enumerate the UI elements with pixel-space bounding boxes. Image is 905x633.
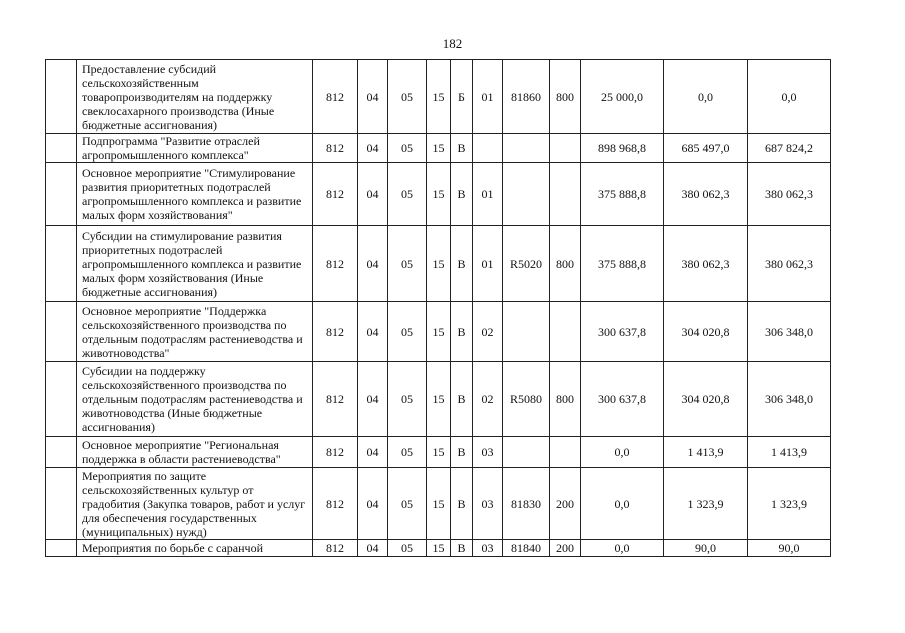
cell-v1: 25 000,0: [581, 60, 664, 134]
cell-c8: [550, 302, 581, 362]
page-number: 182: [442, 36, 463, 51]
cell-c3: 05: [388, 226, 427, 302]
cell-c7: [503, 163, 550, 226]
cell-v3: 306 348,0: [748, 302, 831, 362]
cell-c8: [550, 163, 581, 226]
cell-c8: 200: [550, 468, 581, 540]
cell-c3: 05: [388, 302, 427, 362]
table-row: [46, 468, 831, 540]
cell-v3: 687 824,2: [748, 134, 831, 163]
blank-cell: [46, 134, 77, 163]
cell-v2: 685 497,0: [664, 134, 748, 163]
cell-v2: 304 020,8: [664, 302, 748, 362]
cell-v3: 90,0: [748, 540, 831, 557]
row-name-cell: Субсидии на стимулирование развития приоритетных подотраслей агропромышленного комплекса и развитие малых форм хозяйствования (Иные бюджетные ассигнования): [77, 226, 313, 302]
cell-c2: 04: [358, 134, 388, 163]
cell-v3: 306 348,0: [748, 362, 831, 437]
cell-v1: 898 968,8: [581, 134, 664, 163]
blank-cell: [46, 362, 77, 437]
row-name-cell: Предоставление субсидий сельскохозяйственным товаропроизводителям на поддержку свеклосахарного производства (Иные бюджетные ассигнования): [77, 60, 313, 134]
cell-c6: [473, 134, 503, 163]
cell-c3: 05: [388, 540, 427, 557]
cell-v3: 380 062,3: [748, 226, 831, 302]
cell-v2: 380 062,3: [664, 163, 748, 226]
blank-cell: [46, 163, 77, 226]
blank-cell: [46, 226, 77, 302]
cell-v2: 0,0: [664, 60, 748, 134]
cell-c4: 15: [427, 540, 451, 557]
cell-v2: 90,0: [664, 540, 748, 557]
cell-c4: 15: [427, 134, 451, 163]
budget-table: [45, 59, 831, 557]
cell-c7: [503, 134, 550, 163]
cell-c4: 15: [427, 302, 451, 362]
cell-c7: 81860: [503, 60, 550, 134]
cell-c1: 812: [313, 437, 358, 468]
row-name-cell: Подпрограмма "Развитие отраслей агропромышленного комплекса": [77, 134, 313, 163]
cell-c5: В: [451, 540, 473, 557]
cell-c2: 04: [358, 163, 388, 226]
cell-v1: 0,0: [581, 437, 664, 468]
cell-c2: 04: [358, 437, 388, 468]
cell-c4: 15: [427, 437, 451, 468]
blank-cell: [46, 437, 77, 468]
row-name-cell: Основное мероприятие "Региональная поддержка в области растениеводства": [77, 437, 313, 468]
cell-c5: Б: [451, 60, 473, 134]
table-row: [46, 60, 831, 134]
cell-v3: 1 413,9: [748, 437, 831, 468]
cell-v1: 375 888,8: [581, 163, 664, 226]
cell-c6: 03: [473, 540, 503, 557]
table-row: [46, 362, 831, 437]
cell-v2: 380 062,3: [664, 226, 748, 302]
cell-v2: 304 020,8: [664, 362, 748, 437]
table-row: [46, 134, 831, 163]
cell-c8: [550, 134, 581, 163]
cell-c7: 81840: [503, 540, 550, 557]
cell-c6: 03: [473, 468, 503, 540]
cell-c3: 05: [388, 437, 427, 468]
table-row: [46, 540, 831, 557]
cell-c5: В: [451, 362, 473, 437]
cell-c8: [550, 437, 581, 468]
table-body: [46, 60, 831, 557]
blank-cell: [46, 468, 77, 540]
cell-v1: 0,0: [581, 468, 664, 540]
cell-v2: 1 323,9: [664, 468, 748, 540]
cell-c3: 05: [388, 362, 427, 437]
cell-c1: 812: [313, 226, 358, 302]
cell-c7: 81830: [503, 468, 550, 540]
cell-c4: 15: [427, 163, 451, 226]
cell-c2: 04: [358, 362, 388, 437]
cell-c3: 05: [388, 163, 427, 226]
row-name-cell: Мероприятия по борьбе с саранчой: [77, 540, 313, 557]
cell-c1: 812: [313, 302, 358, 362]
cell-c1: 812: [313, 540, 358, 557]
row-name-cell: Субсидии на поддержку сельскохозяйственного производства по отдельным подотраслям растениеводства и животноводства (Иные бюджетные ассигнования): [77, 362, 313, 437]
row-name-cell: Мероприятия по защите сельскохозяйственных культур от градобития (Закупка товаров, работ и услуг для обеспечения государственных (муниципальных) нужд): [77, 468, 313, 540]
cell-c1: 812: [313, 60, 358, 134]
cell-c8: 800: [550, 60, 581, 134]
cell-c2: 04: [358, 468, 388, 540]
cell-c8: 800: [550, 226, 581, 302]
cell-c4: 15: [427, 362, 451, 437]
cell-c4: 15: [427, 60, 451, 134]
blank-cell: [46, 60, 77, 134]
cell-v2: 1 413,9: [664, 437, 748, 468]
cell-c1: 812: [313, 163, 358, 226]
cell-c2: 04: [358, 302, 388, 362]
cell-c6: 01: [473, 163, 503, 226]
cell-c5: В: [451, 134, 473, 163]
cell-c2: 04: [358, 226, 388, 302]
table-row: [46, 163, 831, 226]
cell-v1: 0,0: [581, 540, 664, 557]
cell-v3: 380 062,3: [748, 163, 831, 226]
table-row: [46, 302, 831, 362]
cell-c8: 800: [550, 362, 581, 437]
cell-c6: 01: [473, 226, 503, 302]
cell-c5: В: [451, 468, 473, 540]
cell-c7: [503, 437, 550, 468]
cell-c6: 03: [473, 437, 503, 468]
cell-c5: В: [451, 437, 473, 468]
cell-c7: R5020: [503, 226, 550, 302]
cell-c1: 812: [313, 468, 358, 540]
cell-c4: 15: [427, 468, 451, 540]
cell-v3: 0,0: [748, 60, 831, 134]
cell-c3: 05: [388, 134, 427, 163]
cell-c3: 05: [388, 468, 427, 540]
cell-c3: 05: [388, 60, 427, 134]
cell-c8: 200: [550, 540, 581, 557]
blank-cell: [46, 540, 77, 557]
row-name-cell: Основное мероприятие "Поддержка сельскохозяйственного производства по отдельным подотраслям растениеводства и животноводства": [77, 302, 313, 362]
cell-c7: R5080: [503, 362, 550, 437]
cell-v1: 300 637,8: [581, 302, 664, 362]
cell-c1: 812: [313, 134, 358, 163]
cell-v1: 300 637,8: [581, 362, 664, 437]
cell-c2: 04: [358, 60, 388, 134]
table-row: [46, 437, 831, 468]
blank-cell: [46, 302, 77, 362]
cell-v3: 1 323,9: [748, 468, 831, 540]
row-name-cell: Основное мероприятие "Стимулирование развития приоритетных подотраслей агропромышленного комплекса и развитие малых форм хозяйствования": [77, 163, 313, 226]
cell-c5: В: [451, 302, 473, 362]
cell-c5: В: [451, 226, 473, 302]
cell-c1: 812: [313, 362, 358, 437]
cell-c4: 15: [427, 226, 451, 302]
cell-c7: [503, 302, 550, 362]
table-row: [46, 226, 831, 302]
cell-c6: 01: [473, 60, 503, 134]
cell-c2: 04: [358, 540, 388, 557]
cell-c6: 02: [473, 362, 503, 437]
cell-c6: 02: [473, 302, 503, 362]
cell-c5: В: [451, 163, 473, 226]
cell-v1: 375 888,8: [581, 226, 664, 302]
